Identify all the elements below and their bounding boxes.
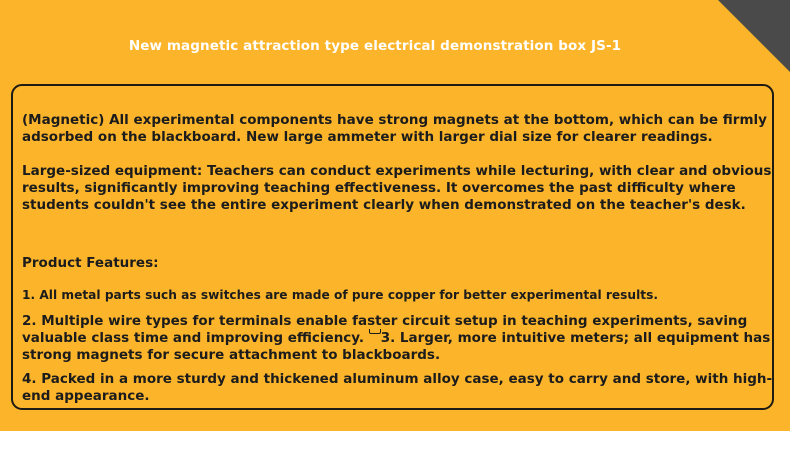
bracket-mark-icon <box>369 329 381 334</box>
intro-magnetic-paragraph: (Magnetic) All experimental components have strong magnets at the bottom, which can be firmly adsorbed on the blackboard. New large ammeter with larger dial size for clearer readings. <box>22 112 767 145</box>
page-title: New magnetic attraction type electrical demonstration box JS-1 <box>128 38 622 54</box>
corner-triangle-decoration <box>718 0 790 72</box>
feature-item-3-text: 3. Larger, more intuitive meters; all equipment has strong magnets for secure attachment to blackboards. <box>22 330 771 363</box>
intro-large-sized-paragraph: Large-sized equipment: Teachers can conduct experiments while lecturing, with clear and obvious results, significantly improving teaching effectiveness. It overcomes the past difficulty where students couldn't see the entire experiment clearly when demonstrated on the teacher's desk. <box>22 163 772 213</box>
feature-item-4: 4. Packed in a more sturdy and thickened aluminum alloy case, easy to carry and store, with high-end appearance. <box>22 371 773 404</box>
feature-item-2-3 <box>22 313 774 364</box>
feature-item-2-text: 2. Multiple wire types for terminals enable faster circuit setup in teaching experiments, saving valuable class time and improving efficiency. <box>22 313 748 346</box>
feature-item-1: 1. All metal parts such as switches are made of pure copper for better experimental results. <box>22 288 658 302</box>
features-heading: Product Features: <box>22 255 159 271</box>
